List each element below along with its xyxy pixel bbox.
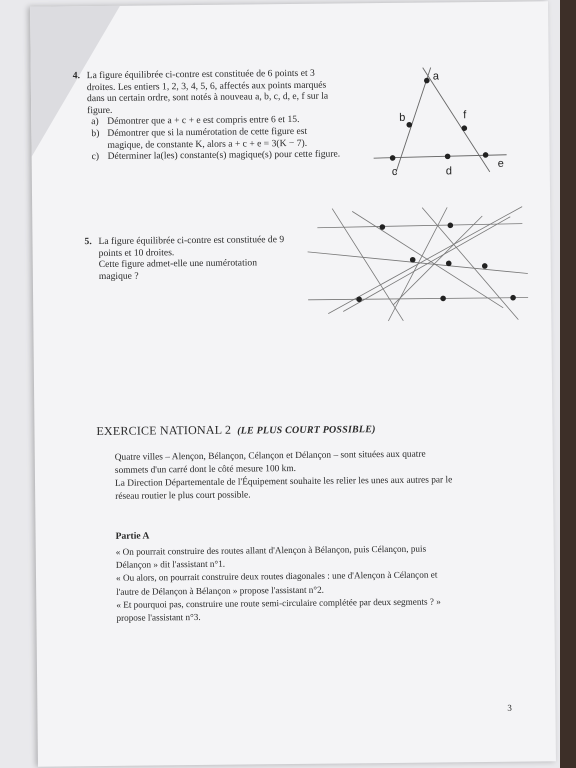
point-d xyxy=(445,154,451,160)
section-title xyxy=(96,421,375,439)
section-title-text: EXERCICE NATIONAL 2 xyxy=(96,422,232,439)
text-line: droites. Les entiers 1, 2, 3, 4, 5, 6, affectés aux points marqués xyxy=(86,79,327,93)
text-line: Quatre villes – Alençon, Bélançon, Célançon et Délançon – sont situées aux quatre xyxy=(114,449,426,463)
text-line: Cette figure admet-elle une numérotation xyxy=(98,257,258,271)
figure-line xyxy=(332,208,403,322)
figure-point xyxy=(440,296,446,302)
point-f xyxy=(462,125,468,131)
text-line: La figure équilibrée ci-contre est constituée de 9 xyxy=(98,234,285,248)
label-d: d xyxy=(445,165,452,178)
text-line: propose l'assistant n°3. xyxy=(116,611,201,623)
exercise-4 xyxy=(72,67,368,163)
exercise-5 xyxy=(84,234,308,283)
figure-point xyxy=(482,263,488,269)
label-c: c xyxy=(391,165,398,178)
text-line: « On pourrait construire des routes allant d'Alençon à Bélançon, puis Célançon, puis xyxy=(115,543,427,557)
text-line: « Ou alors, on pourrait construire deux routes diagonales : une d'Alençon à Célançon et xyxy=(115,569,438,584)
figure-line xyxy=(392,216,483,305)
text-line: points et 10 droites. xyxy=(98,246,175,259)
text-line: sommets d'un carré dont le côté mesure 100 km. xyxy=(114,463,297,476)
section-subtitle: (LE PLUS COURT POSSIBLE) xyxy=(237,424,376,437)
point-c xyxy=(390,155,396,161)
text-line: La Direction Départementale de l'Équipement souhaite les relier les unes aux autres par le xyxy=(114,475,453,489)
point-e xyxy=(483,152,489,158)
intro-paragraph xyxy=(115,448,511,504)
text-line: réseau routier le plus court possible. xyxy=(115,490,251,502)
page-number: 3 xyxy=(507,702,512,713)
figure-point xyxy=(448,223,454,229)
question-item: b) Démontrer que si la numérotation de cette figure est xyxy=(91,125,308,140)
text-line: l'autre de Délançon à Bélançon » propose l'assistant n°2. xyxy=(116,584,324,597)
text-line: magique ? xyxy=(98,270,139,282)
text-line: Délançon » dit l'assistant n°1. xyxy=(115,558,226,571)
question-item: a) Démontrer que a + c + e est compris entre 6 et 15. xyxy=(91,114,300,128)
text-line: « Et pourquoi pas, construire une route semi-circulaire complétée par deux segments ? » xyxy=(116,596,441,610)
question-item: c) Déterminer la(les) constante(s) magique(s) pour cette figure. xyxy=(91,148,341,163)
text-line: La figure équilibrée ci-contre est constituée de 6 points et 3 xyxy=(86,67,315,82)
label-f: f xyxy=(463,109,467,122)
triangle-figure xyxy=(371,62,522,184)
label-e: e xyxy=(497,157,504,170)
text-line: dans un certain ordre, sont notés à nouveau a, b, c, d, e, f sur la xyxy=(86,90,329,105)
question-item: magique, de constante K, alors a + c + e = 3(K − 7). xyxy=(107,137,308,151)
part-a-text xyxy=(116,542,512,625)
exercise-number: 5. xyxy=(84,236,92,248)
document-page xyxy=(30,1,556,766)
point-a xyxy=(424,78,430,84)
label-a: a xyxy=(432,70,439,83)
label-b: b xyxy=(399,111,406,124)
figure-line xyxy=(308,298,528,300)
figure-point xyxy=(510,295,516,301)
part-a-title: Partie A xyxy=(115,530,150,542)
text-line: figure. xyxy=(87,104,113,116)
exercise-number: 4. xyxy=(72,70,81,82)
nine-point-figure xyxy=(302,201,533,328)
